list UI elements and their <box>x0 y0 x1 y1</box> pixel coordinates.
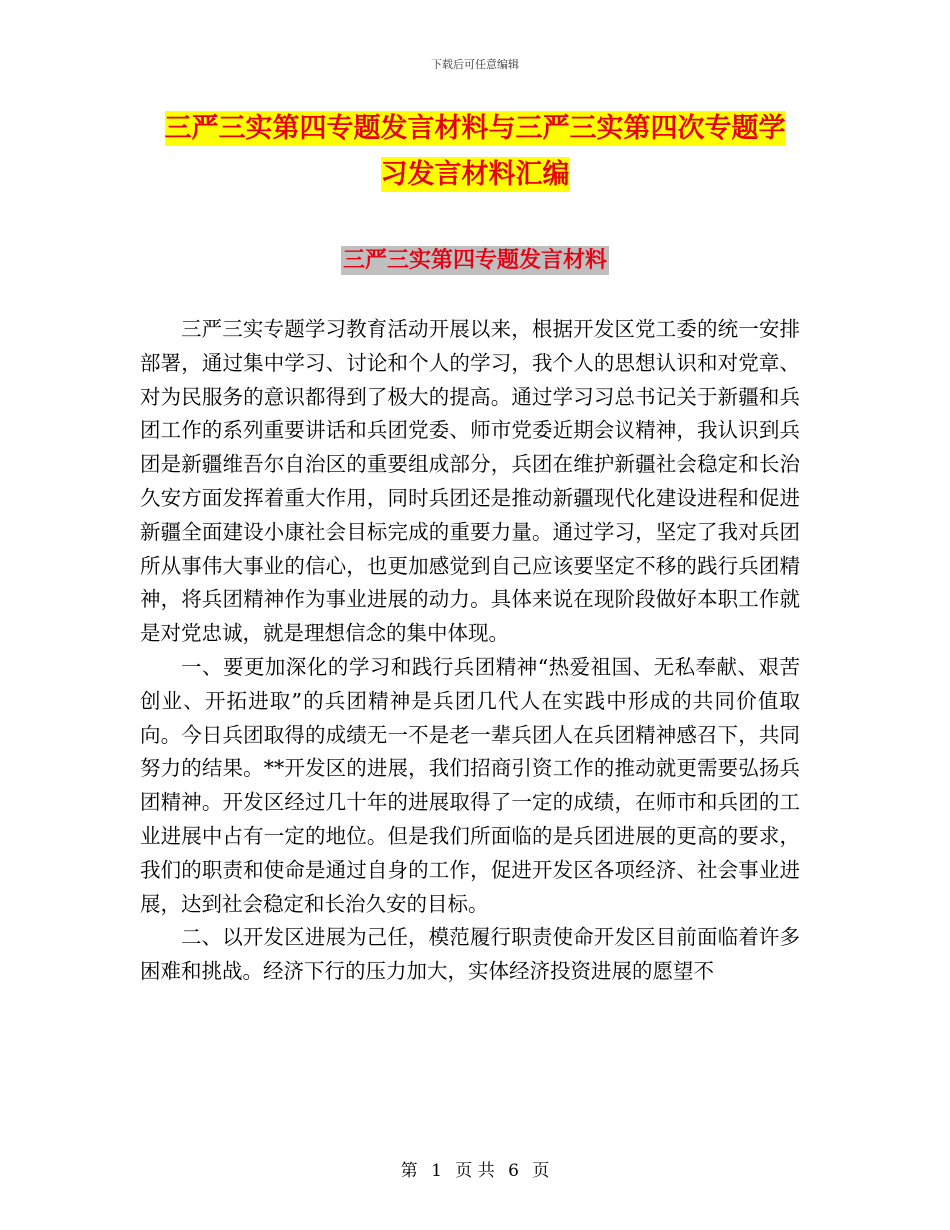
header-note: 下载后可任意编辑 <box>431 58 519 71</box>
section-title <box>0 244 950 278</box>
section-title-text: 三严三实第四专题发言材料 <box>342 248 607 273</box>
paragraph: 一、要更加深化的学习和践行兵团精神“热爱祖国、无私奉献、艰苦创业、开拓进取”的兵团精神是兵团几代人在实践中形成的共同价值取向。今日兵团取得的成绩无一不是老一辈兵团人在兵团精神感召下，共同努力的结果。**开发区的进展，我们招商引资工作的推动就更需要弘扬兵团精神。开发区经过几十年的进展取得了一定的成绩，在师市和兵团的工业进展中占有一定的地位。但是我们所面临的是兵团进展的更高的要求，我们的职责和使命是通过自身的工作，促进开发区各项经济、社会事业进展，达到社会稳定和长治久安的目标。 <box>140 654 800 916</box>
paragraph: 二、以开发区进展为己任，模范履行职责使命开发区目前面临着许多困难和挑战。经济下行的压力加大，实体经济投资进展的愿望不 <box>140 925 800 984</box>
footer-suffix: 页 <box>532 1161 550 1181</box>
document-title-line-2: 习发言材料汇编 <box>380 159 570 190</box>
footer-middle: 页 共 <box>455 1161 495 1181</box>
document-body <box>140 313 800 989</box>
document-title <box>140 106 810 198</box>
footer-prefix: 第 <box>400 1161 418 1181</box>
footer-total-pages: 6 <box>508 1161 519 1181</box>
document-title-line-1: 三严三实第四专题发言材料与三严三实第四次专题学 <box>164 113 786 144</box>
footer-page-number: 1 <box>431 1161 442 1181</box>
paragraph: 三严三实专题学习教育活动开展以来，根据开发区党工委的统一安排部署，通过集中学习、讨论和个人的学习，我个人的思想认识和对党章、对为民服务的意识都得到了极大的提高。通过学习习总书记关于新疆和兵团工作的系列重要讲话和兵团党委、师市党委近期会议精神，我认识到兵团是新疆维吾尔自治区的重要组成部分，兵团在维护新疆社会稳定和长治久安方面发挥着重大作用，同时兵团还是推动新疆现代化建设进程和促进新疆全面建设小康社会目标完成的重要力量。通过学习，坚定了我对兵团所从事伟大事业的信心，也更加感觉到自己应该要坚定不移的践行兵团精神，将兵团精神作为事业进展的动力。具体来说在现阶段做好本职工作就是对党忠诚，就是理想信念的集中体现。 <box>140 317 800 646</box>
page-footer <box>0 1156 950 1181</box>
